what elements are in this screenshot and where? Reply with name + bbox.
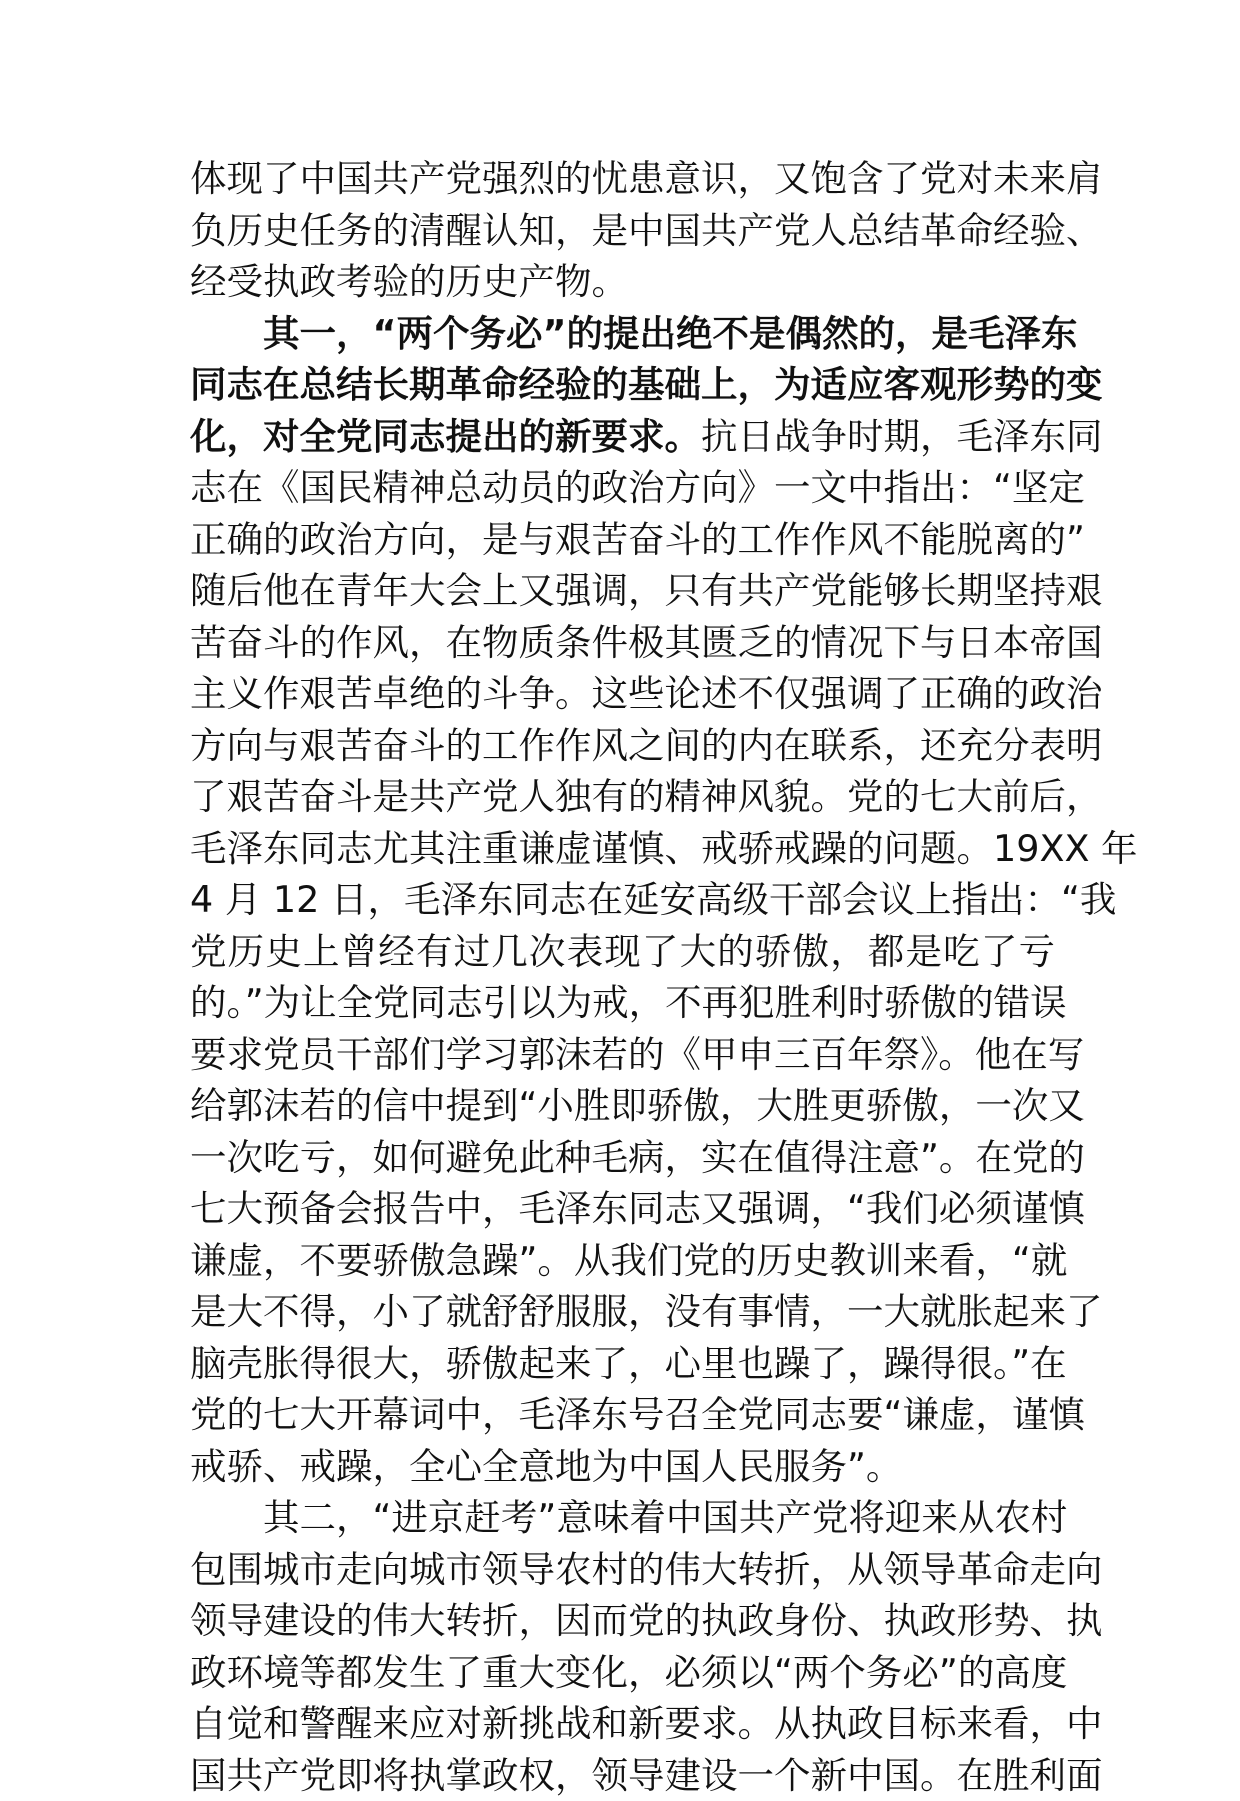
- text-line: [190, 514, 1055, 566]
- text-segment: 体现了中国共产党强烈的忧患意识，又饱含了党对未来肩: [190, 157, 1103, 200]
- text-segment: 给郭沫若的信中提到“小胜即骄傲，大胜更骄傲，一次又: [190, 1084, 1085, 1127]
- text-segment: 七大预备会报告中，毛泽东同志又强调，“我们必须谨慎: [190, 1187, 1085, 1230]
- text-line: [190, 977, 1055, 1029]
- text-segment: 领导建设的伟大转折，因而党的执政身份、执政形势、执: [190, 1599, 1103, 1642]
- text-line: [190, 1338, 1055, 1390]
- text-segment: 毛泽东同志尤其注重谦虚谨慎、戒骄戒躁的问题。19XX 年: [190, 827, 1138, 870]
- text-line: [190, 668, 1055, 720]
- text-segment: 政环境等都发生了重大变化，必须以“两个务必”的高度: [190, 1651, 1067, 1694]
- text-segment: 一次吃亏，如何避免此种毛病，实在值得注意”。在党的: [190, 1136, 1085, 1179]
- text-segment: 党的七大开幕词中，毛泽东号召全党同志要“谦虚，谨慎: [190, 1393, 1085, 1436]
- text-line: [190, 926, 1055, 978]
- text-segment: 脑壳胀得很大，骄傲起来了，心里也躁了，躁得很。”在: [190, 1342, 1067, 1385]
- text-line: [190, 1029, 1055, 1081]
- text-segment: 包围城市走向城市领导农村的伟大转折，从领导革命走向: [190, 1548, 1103, 1591]
- text-line: [190, 1750, 1055, 1801]
- text-line: [190, 617, 1055, 669]
- text-segment: 其二，“进京赶考”意味着中国共产党将迎来从农村: [190, 1496, 1067, 1539]
- text-line: [190, 771, 1055, 823]
- text-line: [190, 411, 1055, 463]
- text-segment: 是大不得，小了就舒舒服服，没有事情，一大就胀起来了: [190, 1290, 1103, 1333]
- text-line: [190, 359, 1055, 411]
- text-segment: 主义作艰苦卓绝的斗争。这些论述不仅强调了正确的政治: [190, 672, 1103, 715]
- text-segment: 自觉和警醒来应对新挑战和新要求。从执政目标来看，中: [190, 1702, 1103, 1745]
- text-line: [190, 205, 1055, 257]
- text-line: [190, 462, 1055, 514]
- text-line: [190, 1080, 1055, 1132]
- text-segment: 4 月 12 日，毛泽东同志在延安高级干部会议上指出：“我: [190, 878, 1116, 921]
- text-segment: 苦奋斗的作风，在物质条件极其匮乏的情况下与日本帝国: [190, 621, 1103, 664]
- text-segment: 戒骄、戒躁，全心全意地为中国人民服务”。: [190, 1445, 902, 1488]
- bold-text-segment: 化，对全党同志提出的新要求。: [190, 415, 701, 458]
- text-line: [190, 1235, 1055, 1287]
- bold-text-segment: 其一，“两个务必”的提出绝不是偶然的，是毛泽东: [190, 312, 1077, 355]
- text-line: [190, 823, 1055, 875]
- bold-text-segment: 同志在总结长期革命经验的基础上，为适应客观形势的变: [190, 363, 1103, 406]
- text-line: [190, 1544, 1055, 1596]
- text-segment: 国共产党即将执掌政权，领导建设一个新中国。在胜利面: [190, 1754, 1103, 1797]
- text-line: [190, 1286, 1055, 1338]
- text-line: [190, 1647, 1055, 1699]
- text-line: [190, 1492, 1055, 1544]
- text-line: [190, 1132, 1055, 1184]
- text-segment: 方向与艰苦奋斗的工作作风之间的内在联系，还充分表明: [190, 724, 1103, 767]
- text-line: [190, 1595, 1055, 1647]
- text-line: [190, 256, 1055, 308]
- text-segment: 了艰苦奋斗是共产党人独有的精神风貌。党的七大前后，: [190, 775, 1103, 818]
- text-segment: 随后他在青年大会上又强调，只有共产党能够长期坚持艰: [190, 569, 1103, 612]
- text-segment: 抗日战争时期，毛泽东同: [701, 415, 1103, 458]
- text-line: [190, 1389, 1055, 1441]
- body-text: [190, 153, 1055, 1801]
- text-line: [190, 565, 1055, 617]
- text-line: [190, 308, 1055, 360]
- text-segment: 的。”为让全党同志引以为戒，不再犯胜利时骄傲的错误: [190, 981, 1067, 1024]
- text-line: [190, 720, 1055, 772]
- text-segment: 正确的政治方向，是与艰苦奋斗的工作作风不能脱离的”: [190, 518, 1085, 561]
- text-segment: 经受执政考验的历史产物。: [190, 260, 628, 303]
- text-segment: 要求党员干部们学习郭沫若的《甲申三百年祭》。他在写: [190, 1033, 1084, 1076]
- text-segment: 志在《国民精神总动员的政治方向》一文中指出：“坚定: [190, 466, 1085, 509]
- text-line: [190, 1698, 1055, 1750]
- text-segment: 党历史上曾经有过几次表现了大的骄傲，都是吃了亏: [190, 930, 1055, 973]
- text-line: [190, 874, 1055, 926]
- text-segment: 谦虚，不要骄傲急躁”。从我们党的历史教训来看，“就: [190, 1239, 1067, 1282]
- text-line: [190, 1183, 1055, 1235]
- text-line: [190, 1441, 1055, 1493]
- text-segment: 负历史任务的清醒认知，是中国共产党人总结革命经验、: [190, 209, 1103, 252]
- text-line: [190, 153, 1055, 205]
